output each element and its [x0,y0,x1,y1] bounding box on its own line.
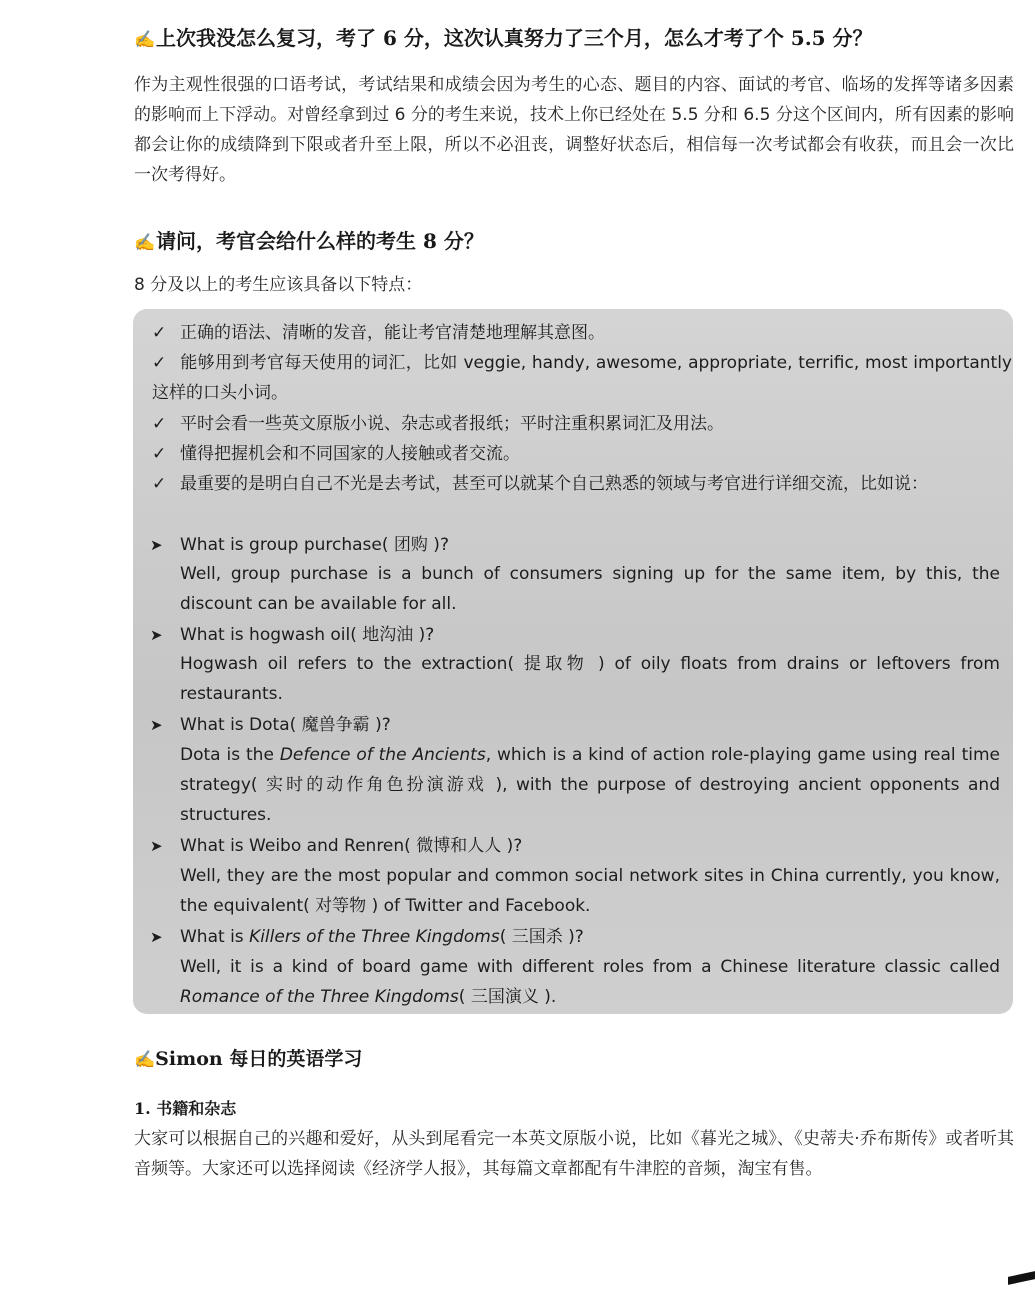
qa-answer: Hogwash oil refers to the extraction( 提取物 ) of oily floats from drains or leftovers from restaurants. [180,654,1000,705]
section-heading [134,1044,362,1071]
pencil-hand-icon: ✍ [134,233,156,253]
arrow-bullet-icon: ➤ [150,837,163,855]
section-subheading: 1. 书籍和杂志 [134,1099,237,1118]
arrow-bullet-icon: ➤ [150,928,163,946]
qa-question: ➤ What is Killers of the Three Kingdoms( 三国杀 )? [150,927,584,947]
checklist-item: ✓ 正确的语法、清晰的发音，能让考官清楚地理解其意图。 [152,318,1012,348]
check-icon: ✓ [152,323,167,343]
question-1-heading-text: 上次我没怎么复习，考了 6 分，这次认真努力了三个月，怎么才考了个 5.5 分？ [156,26,873,50]
pencil-hand-icon: ✍ [134,30,156,50]
qa-answer: Well, group purchase is a bunch of consumers signing up for the same item, by this, the discount can be available for all. [180,564,1000,615]
check-icon: ✓ [152,353,167,373]
question-2-intro: 8 分及以上的考生应该具备以下特点： [134,275,423,295]
scan-artifact [1008,1271,1035,1285]
question-1-heading [134,22,873,51]
qa-question: ➤ What is Weibo and Renren( 微博和人人 )? [150,836,523,856]
check-icon: ✓ [152,444,167,464]
qa-answer: Well, it is a kind of board game with different roles from a Chinese literature classic called Romance of the Three Kingdoms( 三国演义 ). [180,957,1000,1008]
check-icon: ✓ [152,474,167,494]
check-icon: ✓ [152,414,167,434]
pencil-hand-icon: ✍ [134,1050,156,1070]
qa-question: ➤ What is hogwash oil( 地沟油 )? [150,625,435,645]
arrow-bullet-icon: ➤ [150,536,163,554]
qa-answer: Well, they are the most popular and common social network sites in China currently, you know, the equivalent( 对等物 ) of Twitter and Facebook. [180,866,1000,917]
checklist-item: ✓ 最重要的是明白自己不光是去考试，甚至可以就某个自己熟悉的领域与考官进行详细交流，比如说： [152,469,1012,499]
checklist-item: ✓ 懂得把握机会和不同国家的人接触或者交流。 [152,439,1012,469]
checklist-item: ✓ 能够用到考官每天使用的词汇，比如 veggie, handy, awesome, appropriate, terrific, most importantly 这样的口头小词。 [152,348,1012,408]
qa-question: ➤ What is group purchase( 团购 )? [150,535,449,555]
question-1-answer: 作为主观性很强的口语考试，考试结果和成绩会因为考生的心态、题目的内容、面试的考官、临场的发挥等诸多因素的影响而上下浮动。对曾经拿到过 6 分的考生来说，技术上你已经处在 5.5 分和 6.5 分这个区间内，所有因素的影响都会让你的成绩降到下限或者升至上限，所以不必沮丧，调整好状态后，相信每一次考试都会有收获，而且会一次比一次考得好。 [134,75,1014,185]
qa-question: ➤ What is Dota( 魔兽争霸 )? [150,715,391,735]
question-2-heading-text: 请问，考官会给什么样的考生 8 分？ [156,229,484,253]
section-body: 大家可以根据自己的兴趣和爱好，从头到尾看完一本英文原版小说，比如《暮光之城》、《史蒂夫·乔布斯传》或者听其音频等。大家还可以选择阅读《经济学人报》，其每篇文章都配有牛津腔的音频，淘宝有售。 [134,1129,1014,1179]
arrow-bullet-icon: ➤ [150,716,163,734]
question-2-heading [134,225,484,254]
checklist-item: ✓ 平时会看一些英文原版小说、杂志或者报纸；平时注重积累词汇及用法。 [152,409,1012,439]
arrow-bullet-icon: ➤ [150,626,163,644]
section-heading-text: Simon 每日的英语学习 [155,1048,363,1070]
qa-answer: Dota is the Defence of the Ancients, which is a kind of action role-playing game using real time strategy( 实时的动作角色扮演游戏 ), with the purpose of destroying ancient opponents and structures. [180,745,1000,826]
